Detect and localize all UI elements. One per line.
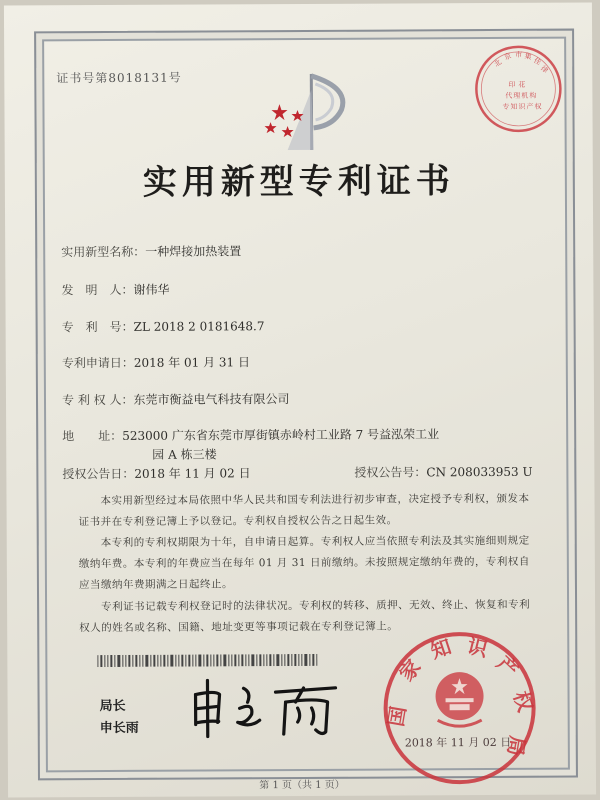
national-ip-office-seal-icon [379,628,540,789]
svg-text:印: 印 [508,80,516,89]
svg-text:局: 局 [502,734,530,758]
patentee-row [62,390,290,408]
svg-text:集: 集 [523,51,533,62]
patent-number-value: ZL 2018 2 0181648.7 [133,319,265,334]
svg-text:权: 权 [534,102,542,111]
address-label: 地 址： [62,428,123,444]
certificate-title: 实用新型专利证书 [142,161,455,203]
name-value: 一种焊接加热装置 [145,244,242,259]
handwritten-signature-icon [185,672,345,743]
agency-seal-icon [472,43,564,135]
patent-office-emblem-icon [257,66,357,157]
svg-text:产: 产 [492,651,524,683]
svg-text:权: 权 [508,688,538,715]
svg-text:产: 产 [526,102,534,111]
grant-announce-date-label: 授权公告日： [62,466,135,482]
utility-model-name-row [61,242,241,260]
svg-text:律: 律 [538,64,550,75]
inventor-value: 谢伟华 [133,282,170,297]
svg-text:家: 家 [394,654,426,686]
patentee-value: 东莞市衡益电气科技有限公司 [133,392,290,407]
inventor-row [61,281,169,299]
body-paragraph-3: 专利证书记载专利权登记时的法律状况。专利权的转移、质押、无效、终止、恢复和专利权人的姓名或名称、国籍、地址变更等事项记载在专利登记簿上。 [79,598,531,635]
svg-text:专: 专 [502,102,510,111]
svg-text:知: 知 [510,102,518,111]
svg-text:识: 识 [464,633,491,662]
grant-announce-date-value: 2018 年 11 月 02 日 [134,466,251,481]
inventor-label: 发 明 人： [61,282,134,298]
body-paragraph-1: 本实用新型经过本局依照中华人民共和国专利法进行初步审查，决定授予专利权，颁发本证书并在专利登记簿上予以登记。专利权自授权公告之日起生效。 [78,492,530,529]
svg-text:代: 代 [505,91,513,100]
patent-number-row [62,317,265,335]
certificate-paper [4,2,596,797]
seal-date: 2018 年 11 月 02 日 [404,735,512,750]
grant-announce-date-row [62,464,250,482]
grant-announce-number-label: 授权公告号： [354,465,427,480]
svg-text:北: 北 [492,58,504,69]
svg-text:理: 理 [513,91,521,100]
director-name-label: 申长雨 [99,720,139,737]
address-line-2: 园 A 栋三楼 [152,447,217,462]
svg-text:市: 市 [515,50,523,59]
address-line-1: 523000 广东省东莞市厚街镇赤岭村工业路 7 号益泓荣工业 [122,427,440,443]
address-row [62,425,439,444]
address-line-2-row [152,445,216,462]
svg-text:识: 识 [518,102,526,111]
filing-date-label: 专利申请日： [61,355,134,371]
filing-date-row [62,353,250,371]
barcode-icon [97,654,317,667]
name-label: 实用新型名称： [61,244,146,260]
patentee-label: 专 利 权 人： [61,392,134,408]
filing-date-value: 2018 年 01 月 31 日 [133,355,251,370]
patent-number-label: 专 利 号： [61,319,134,335]
svg-text:国: 国 [383,704,411,729]
body-paragraph-2: 本专利的专利权期限为十年，自申请日起算。专利权人应当依照专利法及其实施细则规定缴纳年费。本专利的年费应当在每年 01 月 31 日前缴纳。未按照规定缴纳年费的，专利权自应当缴纳年费期满之日起终止。 [78,534,530,592]
certificate-number: 证书号第8018131号 [56,70,182,86]
grant-announce-number-row [354,463,532,481]
svg-text:京: 京 [503,51,513,62]
svg-text:知: 知 [427,634,455,664]
svg-text:机: 机 [521,91,529,100]
svg-text:花: 花 [518,80,526,89]
grant-announce-number-value: CN 208033953 U [426,464,533,480]
page-number: 第 1 页（共 1 页） [259,779,345,792]
svg-text:佳: 佳 [532,56,543,67]
director-title-label: 局长 [99,698,126,715]
svg-text:构: 构 [529,91,537,100]
